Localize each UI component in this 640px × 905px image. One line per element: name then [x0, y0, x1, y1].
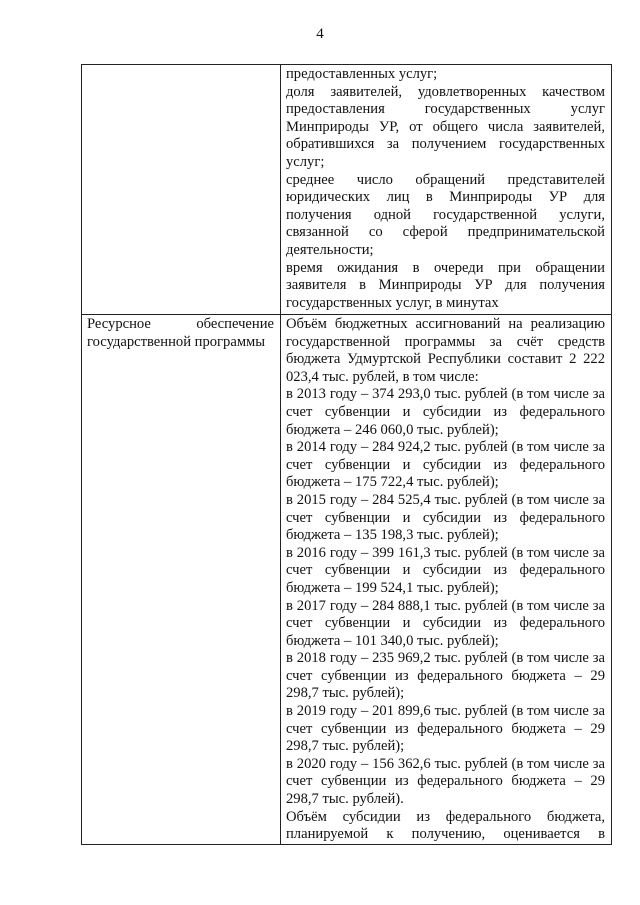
funding-year-paragraph: в 2016 году – 399 161,3 тыс. рублей (в том числе за счет субвенции и субсидии из федерального бюджета – 199 524,1 тыс. рублей);	[286, 544, 605, 596]
funding-year-paragraph: в 2018 году – 235 969,2 тыс. рублей (в том числе за счет субвенции из федерального бюджета – 29 298,7 тыс. рублей);	[286, 650, 605, 702]
funding-year-paragraph: в 2020 году – 156 362,6 тыс. рублей (в том числе за счет субвенции из федерального бюджета – 29 298,7 тыс. рублей).	[286, 755, 605, 808]
funding-year-paragraph: в 2014 году – 284 924,2 тыс. рублей (в том числе за счет субвенции и субсидии из федерального бюджета – 175 722,4 тыс. рублей);	[286, 439, 605, 491]
indicator-paragraph: доля заявителей, удовлетворенных качеством предоставления государственных услуг Минприроды УР, от общего числа заявителей, обратившихся за получением государственных услуг;	[286, 83, 605, 170]
funding-year-paragraph: в 2017 году – 284 888,1 тыс. рублей (в том числе за счет субвенции и субсидии из федерального бюджета – 101 340,0 тыс. рублей);	[286, 597, 605, 649]
indicators-label-cell	[82, 65, 281, 315]
page-number: 4	[316, 26, 324, 42]
resources-value-cell	[281, 315, 612, 845]
funding-year-paragraph: в 2015 году – 284 525,4 тыс. рублей (в том числе за счет субвенции и субсидии из федерального бюджета – 135 198,3 тыс. рублей);	[286, 491, 605, 544]
funding-year-paragraph: в 2019 году – 201 899,6 тыс. рублей (в том числе за счет субвенции из федерального бюджета – 29 298,7 тыс. рублей);	[286, 703, 605, 755]
table-row-resources	[82, 315, 612, 845]
federal-subsidy-paragraph: Объём субсидии из федерального бюджета, планируемой к получению, оценивается в	[286, 808, 605, 843]
table-row-indicators	[82, 65, 612, 315]
indicator-paragraph: среднее число обращений представителей юридических лиц в Минприроды УР для получения одной государственной услуги, связанной со сферой предпринимательской деятельности;	[286, 171, 605, 258]
program-passport-table	[81, 64, 612, 845]
resources-label-line: Ресурсное обеспечение	[87, 316, 274, 332]
indicator-paragraph: время ожидания в очереди при обращении заявителя в Минприроды УР для получения государственных услуг, в минутах	[286, 259, 605, 311]
funding-year-paragraph: в 2013 году – 374 293,0 тыс. рублей (в том числе за счет субвенции и субсидии из федерального бюджета – 246 060,0 тыс. рублей);	[286, 386, 605, 438]
indicator-paragraph: предоставленных услуг;	[286, 66, 438, 82]
funding-summary-paragraph: Объём бюджетных ассигнований на реализацию государственной программы за счёт средств бюджета Удмуртской Республики составит 2 222 023,4 тыс. рублей, в том числе:	[286, 316, 605, 385]
indicators-value-cell	[281, 65, 612, 315]
resources-label-cell	[82, 315, 281, 845]
resources-label-line: государственной программы	[87, 333, 266, 350]
